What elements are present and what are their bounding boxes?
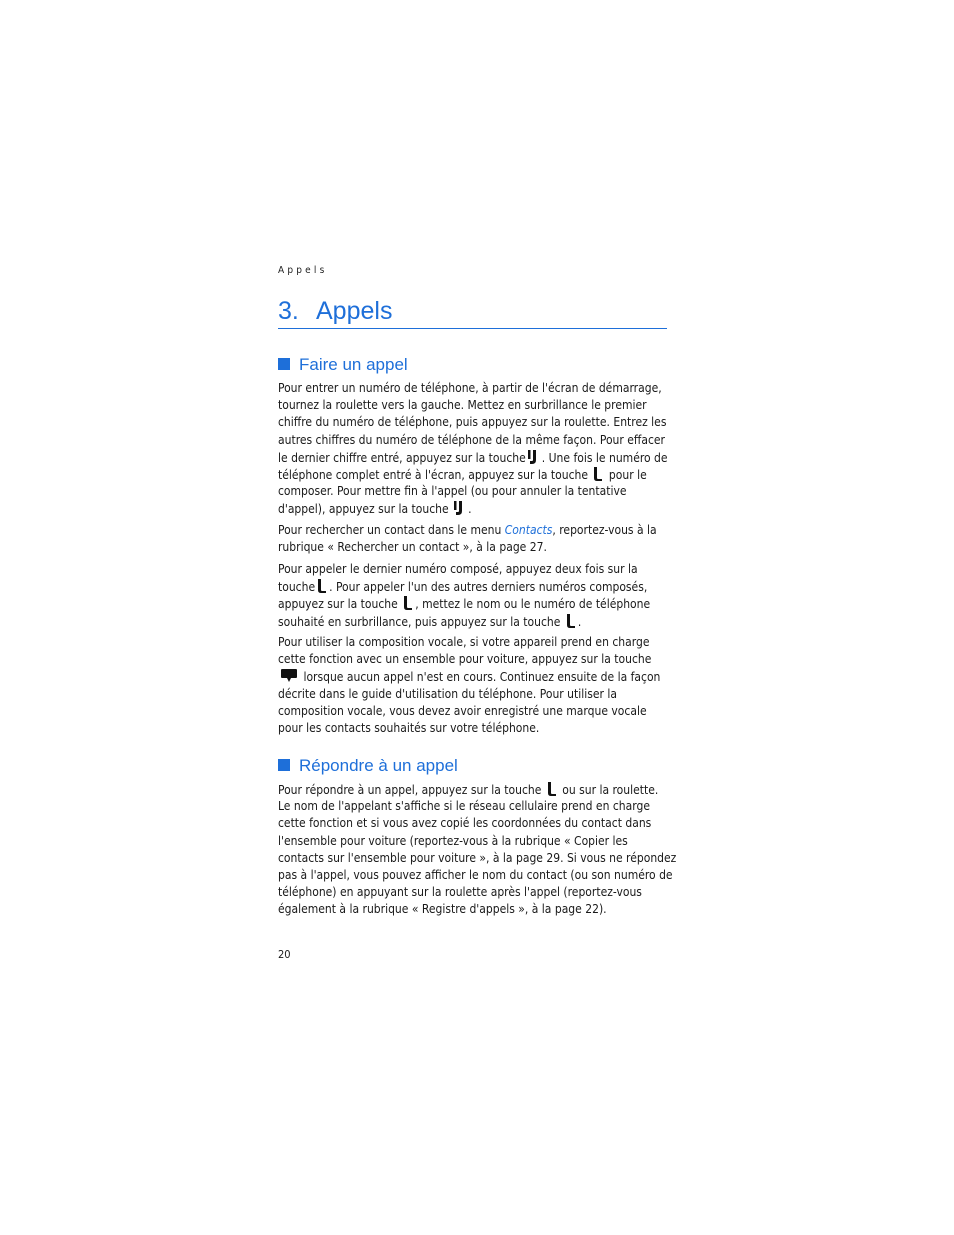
chapter-number: 3. (278, 297, 299, 325)
text-line: autres chiffres du numéro de téléphone de la même façon. Pour effacer (278, 432, 665, 447)
text-line: l'ensemble pour voiture (reportez-vous à la rubrique « Copier les (278, 833, 628, 848)
text-line: Pour appeler le dernier numéro composé, appuyez deux fois sur la (278, 562, 638, 576)
text-line (278, 668, 670, 685)
text-line: composition vocale, vous devez avoir enregistré une marque vocale (278, 703, 647, 718)
text-segment: , mettez le nom ou le numéro de téléphone (415, 597, 651, 612)
text-segment: , reportez-vous à la (552, 523, 657, 537)
text-line: rubrique « Rechercher un contact », à la page 27. (278, 540, 547, 555)
text-segment: ou sur la roulette. (562, 783, 659, 797)
text-line: pour les contacts souhaités sur votre téléphone. (278, 720, 540, 735)
text-line: téléphone) en appuyant sur la roulette après l'appel (reportez-vous (278, 885, 642, 900)
text-line (278, 781, 670, 798)
chapter-title (278, 296, 667, 329)
end-key-icon (453, 500, 467, 521)
text-line: tournez la roulette vers la gauche. Mettez en surbrillance le premier (278, 398, 647, 413)
text-line (278, 613, 670, 630)
text-segment: le dernier chiffre entré, appuyez sur la touche (278, 450, 526, 465)
text-line: cette fonction et si vous avez copié les coordonnées du contact dans (278, 816, 652, 831)
text-line: cette fonction avec un ensemble pour voiture, appuyez sur la touche (278, 652, 652, 667)
section-bullet-icon (278, 759, 290, 771)
text-line (278, 449, 670, 466)
text-segment: d'appel), appuyez sur la touche (278, 502, 449, 517)
call-key-icon (565, 613, 577, 634)
text-line: composer. Pour mettre fin à l'appel (ou pour annuler la tentative (278, 484, 627, 499)
text-line (278, 522, 670, 539)
section-title-repondre (278, 756, 458, 776)
text-segment: lorsque aucun appel n'est en cours. Continuez ensuite de la façon (303, 670, 661, 685)
text-segment: . (577, 614, 582, 629)
text-line (278, 578, 670, 595)
section-title-text: Répondre à un appel (299, 756, 458, 775)
text-segment: touche (278, 580, 316, 595)
text-line: également à la rubrique « Registre d'appels », à la page 22). (278, 902, 607, 917)
paragraph-faire-3 (278, 561, 670, 630)
text-line: Le nom de l'appelant s'affiche si le réseau cellulaire prend en charge (278, 799, 650, 814)
section-title-faire (278, 355, 408, 375)
text-line: Pour utiliser la composition vocale, si votre appareil prend en charge (278, 635, 650, 649)
paragraph-repondre-1 (278, 781, 677, 919)
text-segment: . Pour appeler l'un des autres derniers numéros composés, (329, 580, 648, 595)
running-header: Appels (278, 265, 328, 276)
text-segment: souhaité en surbrillance, puis appuyez sur la touche (278, 614, 561, 629)
text-line: Pour entrer un numéro de téléphone, à partir de l'écran de démarrage, (278, 381, 662, 395)
paragraph-faire-4 (278, 634, 670, 737)
text-line: chiffre du numéro de téléphone, puis appuyez sur la roulette. Entrez les (278, 415, 667, 430)
text-line (278, 500, 670, 517)
page-number: 20 (278, 948, 291, 961)
text-segment: . (468, 502, 472, 517)
text-segment: Pour répondre à un appel, appuyez sur la touche (278, 783, 542, 797)
text-segment: Pour rechercher un contact dans le menu (278, 523, 502, 537)
text-line (278, 466, 670, 483)
text-line (278, 595, 670, 612)
text-segment: appuyez sur la touche (278, 597, 398, 612)
menu-term-contacts: Contacts (504, 523, 553, 537)
text-line: décrite dans le guide d'utilisation du téléphone. Pour utiliser la (278, 686, 617, 701)
text-segment: téléphone complet entré à l'écran, appuyez sur la touche (278, 467, 589, 482)
text-segment: pour le (608, 467, 647, 482)
paragraph-faire-2 (278, 522, 670, 556)
section-title-text: Faire un appel (299, 355, 408, 374)
section-bullet-icon (278, 358, 290, 370)
paragraph-faire-1 (278, 380, 670, 518)
text-segment: . Une fois le numéro de (541, 450, 668, 465)
text-line: contacts sur l'ensemble pour voiture », à la page 29. Si vous ne répondez (278, 850, 677, 865)
chapter-title-text: Appels (316, 297, 393, 325)
text-line: pas à l'appel, vous pouvez afficher le nom du contact (ou son numéro de (278, 867, 673, 882)
